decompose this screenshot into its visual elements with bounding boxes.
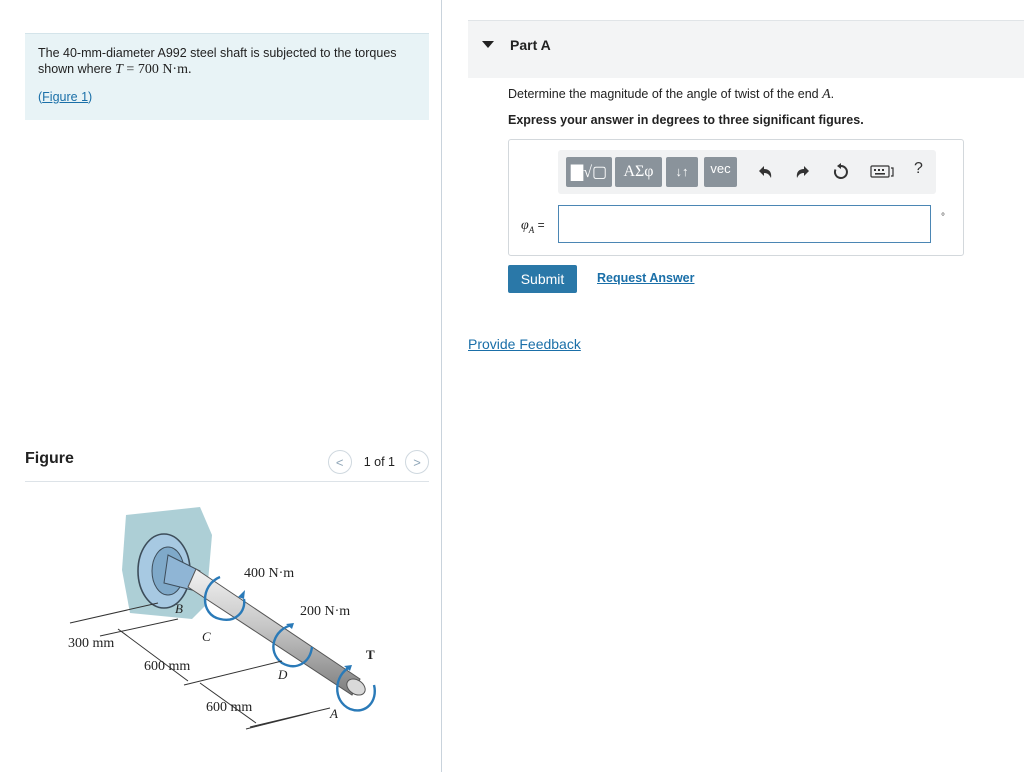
part-a-header[interactable] (468, 20, 1024, 78)
reset-icon[interactable] (832, 163, 850, 181)
label-600-mm-b: 600 mm (206, 700, 253, 715)
vector-button[interactable]: vec (704, 157, 737, 187)
figure-header (25, 450, 429, 482)
answer-label-equals: = (534, 218, 545, 232)
problem-text (38, 45, 416, 78)
degree-unit: ° (941, 212, 945, 223)
question-text-end: . (830, 87, 835, 101)
problem-statement (25, 33, 429, 120)
request-answer-link[interactable]: Request Answer (597, 271, 695, 285)
provide-feedback-link[interactable]: Provide Feedback (468, 336, 581, 352)
label-point-C: C (202, 629, 211, 644)
answer-box (508, 139, 964, 256)
label-200-nm: 200 N·m (300, 604, 351, 619)
label-T: T (366, 647, 375, 662)
answer-label-symbol: φ (521, 218, 529, 233)
templates-button[interactable]: ▇√▢ (566, 157, 612, 187)
next-figure-button[interactable]: > (405, 450, 429, 474)
figure-link-paren-open: ( (38, 90, 43, 104)
answer-label (521, 218, 545, 235)
subscript-superscript-button[interactable]: ↓↑ (666, 157, 698, 187)
figure-title: Figure (25, 450, 74, 467)
collapse-caret-icon[interactable] (482, 41, 494, 48)
math-torque-value: = 700 N·m. (122, 62, 192, 77)
problem-text-lead: The 40-mm-diameter A992 steel shaft is subjected to the torques shown where (38, 46, 397, 76)
question-text (508, 87, 834, 103)
answer-label-subscript: A (528, 224, 535, 235)
prev-figure-button[interactable]: < (328, 450, 352, 474)
figure-link-paren-close: ) (88, 90, 93, 104)
label-600-mm-a: 600 mm (144, 659, 191, 674)
figure-pager (328, 450, 429, 474)
answer-instruction: Express your answer in degrees to three significant figures. (508, 113, 864, 127)
help-icon[interactable]: ? (914, 160, 923, 177)
label-point-B: B (175, 601, 183, 616)
figure-page-count: 1 of 1 (363, 455, 395, 469)
redo-icon[interactable] (794, 164, 812, 180)
question-text-lead: Determine the magnitude of the angle of twist of the end (508, 87, 823, 101)
shaft (188, 569, 360, 695)
shaft-diagram (60, 495, 390, 755)
figure-link[interactable] (38, 90, 92, 104)
undo-icon[interactable] (756, 164, 774, 180)
label-point-D: D (278, 667, 288, 682)
label-point-A: A (330, 706, 338, 721)
question-variable: A (822, 87, 831, 102)
left-pane (0, 0, 442, 772)
part-title: Part A (510, 37, 551, 53)
label-300-mm: 300 mm (68, 636, 115, 651)
math-toolbar (558, 150, 936, 194)
math-variable-T: T (115, 62, 123, 77)
keyboard-icon[interactable] (870, 165, 894, 179)
figure-link-label[interactable]: Figure 1 (42, 90, 89, 104)
label-400-nm: 400 N·m (244, 566, 295, 581)
right-pane (443, 0, 1024, 772)
answer-input[interactable] (558, 205, 931, 243)
greek-symbols-button[interactable]: ΑΣφ (615, 157, 662, 187)
submit-button[interactable]: Submit (508, 265, 577, 293)
